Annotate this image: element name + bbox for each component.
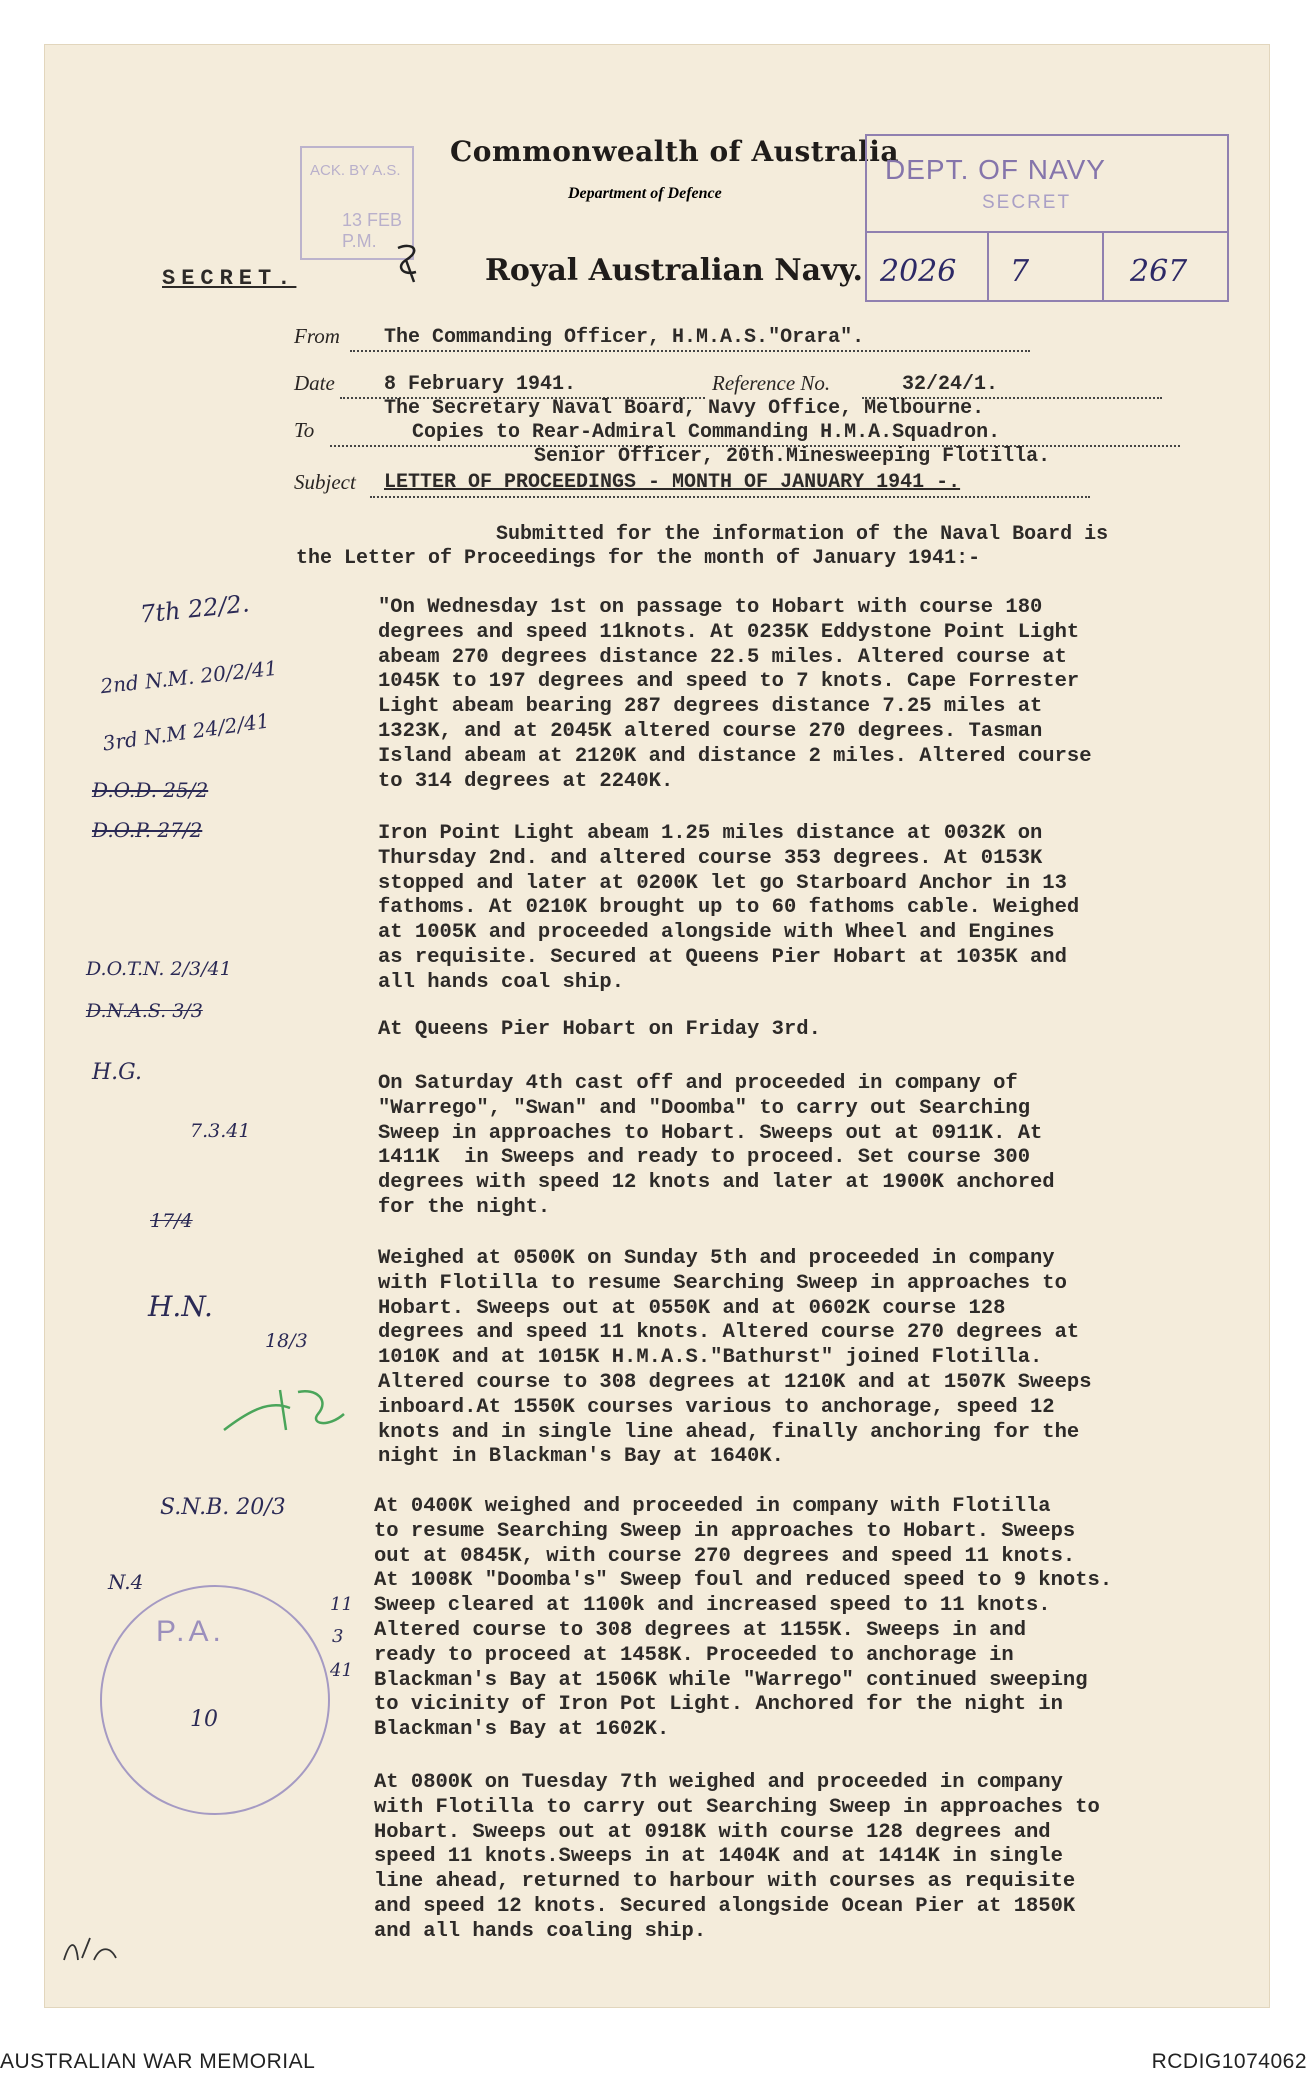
footer-right: RCDIG1074062 <box>1151 2050 1307 2073</box>
margin-note-12: 18/3 <box>265 1330 308 1352</box>
margin-note-11: H.N. <box>148 1290 213 1323</box>
to-line3: Senior Officer, 20th.Minesweeping Flotilla. <box>534 445 1051 468</box>
dept-stamp-line2: SECRET <box>982 192 1072 213</box>
initials-mark <box>392 242 428 286</box>
margin-note-5: D.O.P. 27/2 <box>92 818 203 842</box>
to-label: To <box>294 418 315 442</box>
margin-note-8: H.G. <box>92 1060 142 1085</box>
paragraph-5: Weighed at 0500K on Sunday 5th and proceeded in company with Flotilla to resume Searching Sweep in approaches to Hobart. Sweeps out at 0550K and at 0602K course 128 degrees and speed 11 knots. Altered course 270 degrees at 1010K and at 1015K H.M.A.S."Bathurst" joined Flotilla. Altered course to 308 degrees at 1210K and at 1507K Sweeps inboard.At 1550K courses various to anchorage, speed 12 knots and in single line ahead, finally anchoring for the night in Blackman's Bay at 1640K. <box>378 1247 1092 1469</box>
file-number-part3: 267 <box>1130 254 1188 289</box>
reference-value: 32/24/1. <box>902 373 999 396</box>
classification-label: SECRET. <box>162 266 297 291</box>
margin-note-10: 17/4 <box>150 1210 193 1232</box>
reference-label: Reference No. <box>712 371 831 395</box>
margin-note-7: D.N.A.S. 3/3 <box>86 1000 203 1022</box>
date-label: Date <box>294 371 335 395</box>
pa-stamp <box>100 1585 330 1815</box>
from-value: The Commanding Officer, H.M.A.S."Orara". <box>384 326 865 349</box>
paragraph-6: At 0400K weighed and proceeded in company with Flotilla to resume Searching Sweep in approaches to Hobart. Sweeps out at 0845K, with course 270 degrees and speed 11 knots. At 1008K "Doomba's" Sweep foul and reduced speed to 9 knots. Sweep cleared at 1100k and increased speed to 11 knots. Altered course to 308 degrees at 1155K. Sweeps in and ready to proceed at 1458K. Proceeded to anchorage in Blackman's Bay at 1506K while "Warrego" continued sweeping to vicinity of Iron Pot Light. Anchored for the night in Blackman's Bay at 1602K. <box>374 1495 1113 1742</box>
margin-note-9: 7.3.41 <box>190 1120 251 1142</box>
margin-note-14: N.4 <box>108 1570 144 1594</box>
ack-stamp-line2: 13 FEB P.M. <box>342 210 403 251</box>
subject-value: LETTER OF PROCEEDINGS - MONTH OF JANUARY 1941 -. <box>384 471 961 494</box>
to-line1: The Secretary Naval Board, Navy Office, Melbourne. <box>384 397 985 420</box>
letterhead-department: Department of Defence <box>568 185 722 202</box>
margin-note-4: D.O.D. 25/2 <box>92 778 209 802</box>
paragraph-4: On Saturday 4th cast off and proceeded in company of "Warrego", "Swan" and "Doomba" to carry out Searching Sweep in approaches to Hobart. Sweeps out at 0911K. At 1411K in Sweeps and ready to proceed. Set course 300 degrees with speed 12 knots and later at 1900K anchored for the night. <box>378 1072 1055 1219</box>
file-number-part2: 7 <box>1010 254 1030 289</box>
letterhead-title: Commonwealth of Australia <box>450 135 900 168</box>
margin-note-1: 7th 22/2. <box>138 589 251 629</box>
date-value: 8 February 1941. <box>384 373 577 396</box>
margin-note-3: 3rd N.M 24/2/41 <box>101 708 271 756</box>
to-line2: Copies to Rear-Admiral Commanding H.M.A.Squadron. <box>412 421 1001 444</box>
intro-line2: the Letter of Proceedings for the month of January 1941:- <box>296 547 981 570</box>
pa-date-1: 11 <box>330 1594 353 1615</box>
pa-stamp-label: P.A. <box>156 1615 225 1648</box>
paragraph-7: At 0800K on Tuesday 7th weighed and proceeded in company with Flotilla to carry out Searching Sweep in approaches to Hobart. Sweeps out at 0918K with course 128 degrees and speed 11 knots.Sweeps in at 1404K and at 1414K in single line ahead, returned to harbour with courses as requisite and speed 12 knots. Secured alongside Ocean Pier at 1850K and all hands coaling ship. <box>374 1771 1100 1943</box>
pa-date-2: 3 <box>332 1626 344 1647</box>
margin-note-13: S.N.B. 20/3 <box>160 1495 286 1520</box>
pa-stamp-initials: 10 <box>190 1707 218 1732</box>
from-label: From <box>294 324 340 348</box>
green-initials-mark <box>220 1380 350 1446</box>
scribble-mark <box>60 1930 130 1975</box>
paragraph-3: At Queens Pier Hobart on Friday 3rd. <box>378 1018 821 1041</box>
paragraph-2: Iron Point Light abeam 1.25 miles distance at 0032K on Thursday 2nd. and altered course 353 degrees. At 0153K stopped and later at 0200K let go Starboard Anchor in 13 fathoms. At 0210K brought up to 60 fathoms cable. Weighed at 1005K and proceeded alongside with Wheel and Engines as requisite. Secured at Queens Pier Hobart at 1035K and all hands coal ship. <box>378 822 1080 994</box>
intro-line1: Submitted for the information of the Naval Board is <box>496 523 1109 546</box>
subject-label: Subject <box>294 470 356 494</box>
pa-date-3: 41 <box>330 1660 353 1681</box>
letterhead-service: Royal Australian Navy. <box>485 253 863 288</box>
footer-left: AUSTRALIAN WAR MEMORIAL <box>0 2050 316 2073</box>
dept-stamp-line1: DEPT. OF NAVY <box>885 154 1106 185</box>
file-number-part1: 2026 <box>880 254 957 289</box>
paragraph-1: "On Wednesday 1st on passage to Hobart with course 180 degrees and speed 11knots. At 0235K Eddystone Point Light abeam 270 degrees distance 22.5 miles. Altered course at 1045K to 197 degrees and speed to 7 knots. Cape Forrester Light abeam bearing 287 degrees distance 7.25 miles at 1323K, and at 2045K altered course 270 degrees. Tasman Island abeam at 2120K and distance 2 miles. Altered course to 314 degrees at 2240K. <box>378 596 1092 793</box>
ack-stamp-line1: ACK. BY A.S. <box>310 162 401 179</box>
margin-note-6: D.O.T.N. 2/3/41 <box>86 958 232 980</box>
margin-note-2: 2nd N.M. 20/2/41 <box>99 655 279 699</box>
